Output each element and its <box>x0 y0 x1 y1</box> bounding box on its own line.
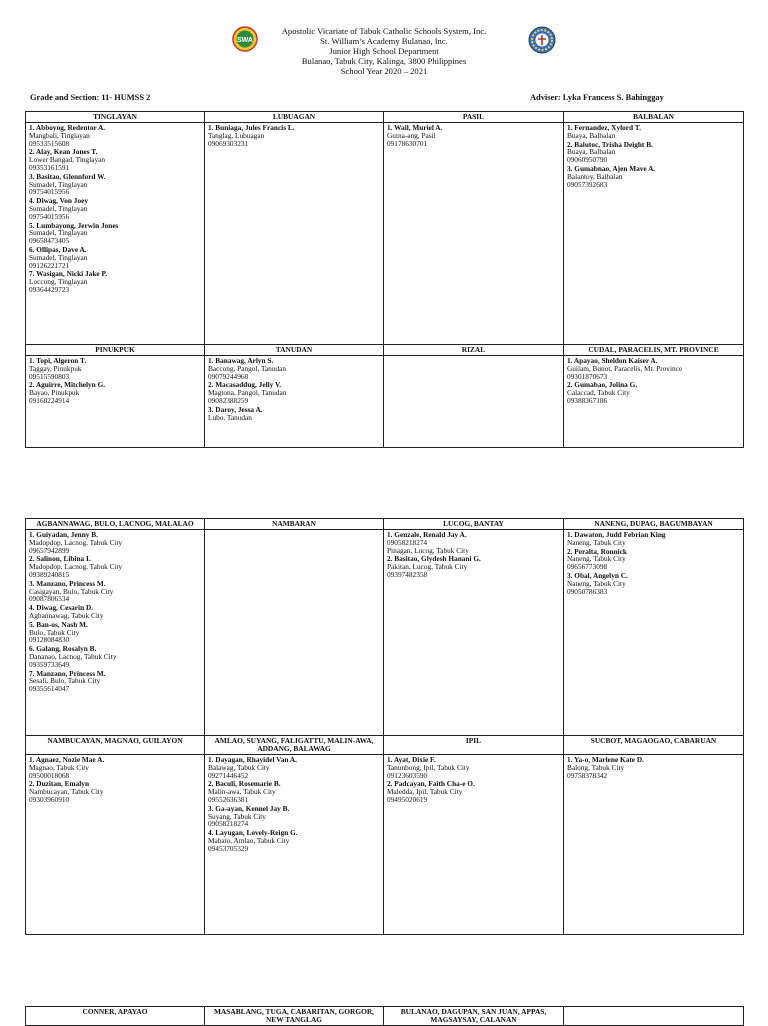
student-address: Calaccad, Tabuk City <box>567 388 630 398</box>
student-name: 5. Ban-os, Nash M. <box>29 619 88 629</box>
table-header-row <box>26 736 744 755</box>
student-phone: 09359733649 <box>29 659 70 669</box>
student-address: Taggay, Pinukpuk <box>29 363 82 373</box>
location-cell <box>205 356 384 448</box>
student-phone: 09128084830 <box>29 635 70 645</box>
student-phone: 09353161591 <box>29 162 70 172</box>
student-name: 1. Wail, Muriel A. <box>387 123 443 132</box>
student-name: 3. Manzano, Princess M. <box>29 578 106 588</box>
student-entry <box>29 173 201 196</box>
student-entry <box>387 780 560 803</box>
student-address: Sumadel, Tinglayan <box>29 252 88 262</box>
student-name: 1. Abboyog, Redentor A. <box>29 123 106 132</box>
location-cell <box>564 123 744 345</box>
location-cell <box>384 530 564 736</box>
location-cell <box>26 356 205 448</box>
student-entry <box>29 580 201 603</box>
student-entry <box>29 756 201 779</box>
student-name: 1. Guiyadan, Jenny B. <box>29 530 98 539</box>
student-entry <box>208 381 380 404</box>
student-phone: 09533515608 <box>29 138 70 148</box>
student-entry <box>208 756 380 779</box>
student-entry <box>29 621 201 644</box>
student-phone: 09126221721 <box>29 260 70 270</box>
student-entry <box>567 548 740 571</box>
column-header: LUBUAGAN <box>205 112 384 123</box>
student-phone: 09178630701 <box>387 138 428 148</box>
student-name: 1. Dayagan, Rhayidel Van A. <box>208 755 298 764</box>
student-phone: 09355614047 <box>29 684 70 694</box>
student-name: 2. Macasaddug, Jelly V. <box>208 380 282 390</box>
table-row <box>26 123 744 345</box>
student-address: Madopdop, Lacnog, Tabuk City <box>29 537 123 547</box>
student-name: 2. Salinon, Libina I. <box>29 554 91 564</box>
student-name: 1. Fernandez, Xylord T. <box>567 123 641 132</box>
student-address: Balawag, Tabuk City <box>208 762 270 772</box>
student-address: Naneng, Tabuk City <box>567 578 626 588</box>
student-address: Guina-ang, Pasil <box>387 130 436 140</box>
student-entry <box>208 357 380 380</box>
student-phone: 09500018068 <box>29 770 70 780</box>
student-address: Magnao, Tabuk City <box>29 762 89 772</box>
student-name: 2. Basitao, Glydesh Hanani G. <box>387 554 481 564</box>
student-name: 7. Manzano, Princess M. <box>29 668 106 678</box>
student-phone: 09123603590 <box>387 770 428 780</box>
student-phone: 09168224914 <box>29 395 70 405</box>
student-name: 6. Ollipas, Dave A. <box>29 244 87 254</box>
student-name: 2. Gumabao, Jolina G. <box>567 380 638 390</box>
table-row <box>26 356 744 448</box>
student-address: Bulo, Tabuk City <box>29 627 80 637</box>
student-name: 2. Peralta, Ronnick <box>567 546 627 556</box>
student-entry <box>567 124 740 140</box>
student-phone: 09082388259 <box>208 395 249 405</box>
student-name: 6. Galang, Rosalyn B. <box>29 644 97 654</box>
student-entry <box>29 531 201 554</box>
student-name: 1. Topi, Algeron T. <box>29 356 87 365</box>
student-name: 3. Daroy, Jessa A. <box>208 404 263 414</box>
student-address: Naneng, Tabuk City <box>567 554 626 564</box>
svg-text:SWA: SWA <box>237 37 253 44</box>
column-header: LUCOG, BANTAY <box>384 519 564 530</box>
student-name: 5. Lumbayong, Jerwin Jones <box>29 220 119 230</box>
student-entry <box>29 555 201 578</box>
location-cell <box>384 123 564 345</box>
student-entry <box>567 141 740 164</box>
student-entry <box>208 124 380 147</box>
column-header: CONNER, APAYAO <box>26 1007 205 1026</box>
student-address: Buaya, Balbalan <box>567 130 616 140</box>
student-phone: 09050786383 <box>567 586 608 596</box>
student-entry <box>387 756 560 779</box>
column-header: PASIL <box>384 112 564 123</box>
student-entry <box>29 381 201 404</box>
student-name: 2. Balutoc, Trisha Deight B. <box>567 139 653 149</box>
student-address: Bayao, Pinukpuk <box>29 388 80 398</box>
column-header <box>564 1007 744 1026</box>
student-address: Mabato, Amlao, Tabuk City <box>208 835 290 845</box>
column-header: MASABLANG, TUGA, CABARITAN, GORGOR, NEW TANGLAG <box>205 1007 384 1026</box>
column-header: RIZAL <box>384 345 564 356</box>
student-name: 4. Layugan, Lovely-Reign G. <box>208 828 298 838</box>
student-name: 2. Aguirre, Mitchelyn G. <box>29 380 106 390</box>
student-entry <box>29 670 201 693</box>
student-entry <box>29 124 201 147</box>
column-header: NAMBARAN <box>205 519 384 530</box>
table-header-row <box>26 1007 744 1026</box>
student-phone: 09058218274 <box>387 537 428 547</box>
student-phone: 09515590803 <box>29 371 70 381</box>
student-entry <box>29 604 201 620</box>
student-entry <box>208 406 380 422</box>
student-phone: 09364429723 <box>29 284 70 294</box>
student-address: Balong, Tabuk City <box>567 762 625 772</box>
student-address: Buaya, Balbalan <box>567 147 616 157</box>
student-phone: 09658473405 <box>29 236 70 246</box>
student-address: Dananao, Lacnog, Tabuk City <box>29 651 117 661</box>
student-name: 2. Baculi, Rosemarie B. <box>208 779 281 789</box>
student-address: Nambucayan, Tabuk City <box>29 787 104 797</box>
header-line-school-year: School Year 2020 – 2021 <box>340 66 428 76</box>
student-location-table-1 <box>25 111 744 448</box>
student-name: 3. Basitao, Glennford W. <box>29 171 106 181</box>
student-phone: 09657942899 <box>29 545 70 555</box>
header-line-department: Junior High School Department <box>329 46 439 56</box>
student-entry <box>387 531 560 554</box>
column-header: BULANAO, DAGUPAN, SAN JUAN, APPAS, MAGSAYSAY, CALANAN <box>384 1007 564 1026</box>
column-header: TANUDAN <box>205 345 384 356</box>
student-address: Sesali, Bulo, Tabuk City <box>29 676 101 686</box>
column-header: AMLAO, SUYANG, FALIGATTU, MALIN-AWA, ADDANG, BALAWAG <box>205 736 384 755</box>
student-phone: 09388367186 <box>567 395 608 405</box>
location-cell <box>384 356 564 448</box>
student-address: Malin-awa, Tabuk City <box>208 787 276 797</box>
student-phone: 09058218274 <box>208 819 249 829</box>
student-phone: 09069303231 <box>208 138 249 148</box>
student-address: Suyang, Tabuk City <box>208 811 266 821</box>
student-name: 4. Diwag, Cesarin D. <box>29 603 94 613</box>
student-location-table-2 <box>25 518 744 935</box>
student-address: Sumadel, Tinglayan <box>29 179 88 189</box>
student-address: Madopdop, Lacnog, Tabuk City <box>29 562 123 572</box>
student-address: Baccong, Pangol, Tanudan <box>208 363 286 373</box>
student-address: Sumadel, Tinglayan <box>29 203 88 213</box>
student-entry <box>567 165 740 188</box>
student-address: Lower Bangad, Tinglayan <box>29 155 106 165</box>
student-address: Tanglag, Lubuagan <box>208 130 265 140</box>
student-address: Pakitan, Lucog, Tabuk City <box>387 562 468 572</box>
student-phone: 09656773098 <box>567 562 608 572</box>
student-address: Balantoy, Balbalan <box>567 171 623 181</box>
student-name: 1. Buniaga, Jules Francis L. <box>208 123 295 132</box>
student-name: 3. Obal, Angelyn C. <box>567 570 628 580</box>
student-entry <box>567 531 740 547</box>
student-phone: 09495020619 <box>387 794 428 804</box>
column-header: AGBANNAWAG, BULO, LACNOG, MALALAO <box>26 519 205 530</box>
student-address: Lubo, Tanudan <box>208 412 252 422</box>
location-cell <box>26 530 205 736</box>
student-address: Maledda, Ipil, Tabuk City <box>387 787 463 797</box>
column-header: IPIL <box>384 736 564 755</box>
student-name: 2. Padcayan, Faith Cha-e O. <box>387 779 475 789</box>
student-phone: 09397482358 <box>387 569 428 579</box>
student-entry <box>29 197 201 220</box>
student-phone: 09453705329 <box>208 843 249 853</box>
student-entry <box>29 222 201 245</box>
student-name: 1. Agnaez, Nozie Mae A. <box>29 755 105 764</box>
student-address: Mangbali, Tinglayan <box>29 130 90 140</box>
column-header: NANENG, DUPAG, BAGUMBAYAN <box>564 519 744 530</box>
grade-section: Grade and Section: 11- HUMSS 2 <box>30 93 151 102</box>
column-header: NAMBUCAYAN, MAGNAO, GUILAYON <box>26 736 205 755</box>
student-name: 1. Dawaton, Judd Febrian King <box>567 530 666 539</box>
student-name: 1. Ya-o, Marlene Kate D. <box>567 755 644 764</box>
column-header: CUDAL, PARACELIS, MT. PROVINCE <box>564 345 744 356</box>
location-cell <box>564 356 744 448</box>
student-address: Casigayan, Bulo, Tabuk City <box>29 586 114 596</box>
student-address: Tanunbong, Ipil, Tabuk City <box>387 762 470 772</box>
student-phone: 09754015956 <box>29 187 70 197</box>
student-name: 1. Genzale, Renald Jay A. <box>387 530 467 539</box>
student-entry <box>29 645 201 668</box>
student-phone: 09060950790 <box>567 155 608 165</box>
location-cell <box>26 123 205 345</box>
student-name: 2. Alay, Kean Jones T. <box>29 147 98 157</box>
student-name: 2. Duzitan, Emalyn <box>29 779 90 789</box>
student-entry <box>567 381 740 404</box>
student-phone: 09057392683 <box>567 179 608 189</box>
student-address: Magtona, Pangol, Tanudan <box>208 388 287 398</box>
location-cell <box>205 530 384 736</box>
student-location-table-3 <box>25 1006 744 1026</box>
table-header-row <box>26 112 744 123</box>
student-entry <box>208 780 380 803</box>
student-phone: 09301870673 <box>567 371 608 381</box>
student-entry <box>387 555 560 578</box>
student-phone: 09552636381 <box>208 794 249 804</box>
student-address: Pinagan, Lucog, Tabuk City <box>387 545 469 555</box>
student-name: 3. Gumabnao, Ajen Mave A. <box>567 163 656 173</box>
student-address: Loccong, Tinglayan <box>29 277 88 287</box>
student-address: Naneng, Tabuk City <box>567 537 626 547</box>
location-cell <box>26 755 205 935</box>
student-entry <box>567 572 740 595</box>
student-name: 1. Ayat, Dixie F. <box>387 755 436 764</box>
student-name: 3. Ga-ayan, Kennel Jay B. <box>208 803 290 813</box>
table-header-row <box>26 519 744 530</box>
student-entry <box>208 829 380 852</box>
student-phone: 09389240815 <box>29 569 70 579</box>
student-name: 4. Diwag, Von Joey <box>29 196 88 206</box>
location-cell <box>564 530 744 736</box>
student-entry <box>29 246 201 269</box>
location-cell <box>564 755 744 935</box>
student-entry <box>387 124 560 147</box>
student-entry <box>208 805 380 828</box>
student-entry <box>29 148 201 171</box>
header-line-school: St. William’s Academy Bulanao, Inc. <box>320 36 448 46</box>
student-name: 1. Apayao, Sheldon Kaiser A. <box>567 356 658 365</box>
student-entry <box>29 270 201 293</box>
student-address: Sumadel, Tinglayan <box>29 228 88 238</box>
header-line-vicariate: Apostolic Vicariate of Tabuk Catholic Schools System, Inc. <box>281 26 487 36</box>
student-phone: 09271446452 <box>208 770 249 780</box>
table-header-row <box>26 345 744 356</box>
adviser: Adviser: Lyka Francess S. Bahinggay <box>530 93 664 102</box>
student-phone: 09079244968 <box>208 371 249 381</box>
location-cell <box>384 755 564 935</box>
student-phone: 09303960910 <box>29 794 70 804</box>
student-phone: 09754015956 <box>29 211 70 221</box>
column-header: TINGLAYAN <box>26 112 205 123</box>
header-line-address: Bulanao, Tabuk City, Kalinga, 3800 Philippines <box>301 56 467 66</box>
student-phone: 09758378342 <box>567 770 608 780</box>
student-entry <box>567 756 740 779</box>
student-address: Guilam, Bunot, Paracelis, Mt. Province <box>567 363 683 373</box>
student-name: 7. Wasigan, Nicki Jake P. <box>29 269 108 279</box>
table-row <box>26 755 744 935</box>
student-entry <box>567 357 740 380</box>
student-entry <box>29 357 201 380</box>
student-name: 1. Banawag, Arlyn S. <box>208 356 274 365</box>
column-header: BALBALAN <box>564 112 744 123</box>
column-header: SUCBOT, MAGAOGAO, CABARUAN <box>564 736 744 755</box>
student-address: Agbannawag, Tabuk City <box>29 610 104 620</box>
table-row <box>26 530 744 736</box>
student-entry <box>29 780 201 803</box>
location-cell <box>205 755 384 935</box>
student-phone: 09087806534 <box>29 594 70 604</box>
location-cell <box>205 123 384 345</box>
school-header <box>0 26 768 76</box>
column-header: PINUKPUK <box>26 345 205 356</box>
